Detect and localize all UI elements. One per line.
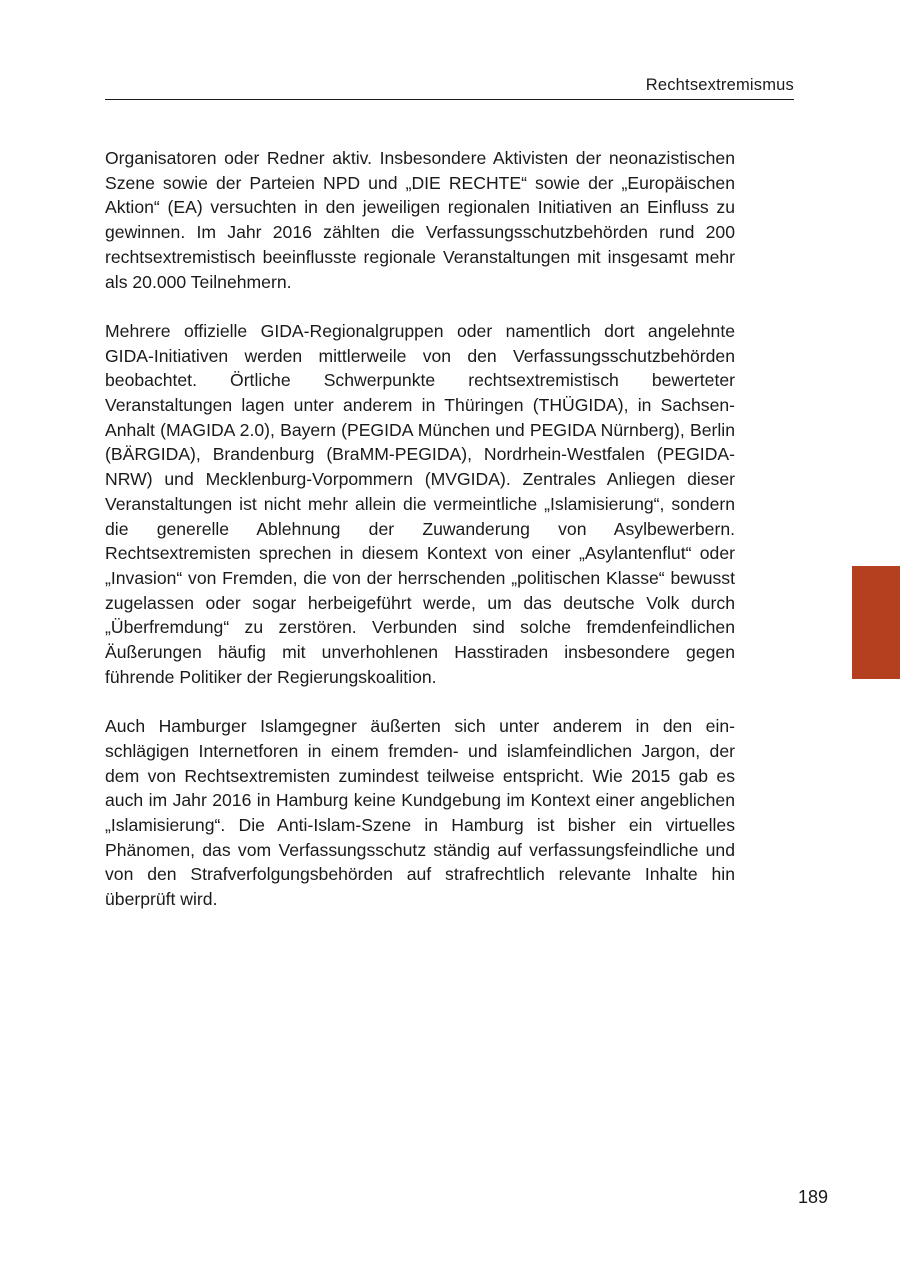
paragraph-3: Auch Hamburger Islamgegner äußerten sich unter anderem in den einschlägigen Internetforen in einem fremden- und islamfeindlichen Jargon, der dem von Rechtsextremisten zumindest teilweise entspricht. Wie 2015 gab es auch im Jahr 2016 in Hamburg keine Kundgebung im Kontext einer angeblichen „Islamisierung“. Die Anti-Islam-Szene in Hamburg ist bisher ein virtuelles Phänomen, das vom Verfassungsschutz ständig auf verfassungsfeindliche und von den Strafverfolgungsbehörden auf strafrechtlich relevante Inhalte hin überprüft wird. xyxy=(105,716,735,910)
paragraph-1: Organisatoren oder Redner aktiv. Insbesondere Aktivisten der neonazistischen Szene sowie der Parteien NPD und „DIE RECHTE“ sowie der „Europäischen Aktion“ (EA) versuchten in den jeweiligen regionalen Initiativen an Einfluss zu gewinnen. Im Jahr 2016 zählten die Verfassungsschutzbehörden rund 200 rechtsextremistisch beeinflusste regionale Veranstaltungen mit insgesamt mehr als 20.000 Teilnehmern. xyxy=(105,148,735,292)
running-header-title: Rechtsextremismus xyxy=(645,76,794,94)
chapter-side-tab xyxy=(852,566,900,679)
body-text xyxy=(105,146,735,936)
page-number: 189 xyxy=(797,1187,828,1207)
paragraph-2: Mehrere offizielle GIDA-Regionalgruppen oder namentlich dort angelehnte GIDA-Initiativen werden mittlerweile von den Verfassungsschutzbehörden beobachtet. Örtliche Schwerpunkte rechtsextremistisch bewerteter Veranstaltungen lagen unter anderem in Thüringen (THÜGIDA), in Sachsen-Anhalt (MAGIDA 2.0), Bayern (PEGIDA München und PEGIDA Nürnberg), Berlin (BÄRGIDA), Brandenburg (BraMM-PEGIDA), Nordrhein-Westfalen (PEGIDA-NRW) und Mecklenburg-Vorpommern (MVGIDA). Zentrales Anliegen dieser Veranstaltungen ist nicht mehr allein die vermeintliche „Islamisierung“, sondern die generelle Ablehnung der Zuwanderung von Asylbewerbern. Rechtsextremisten sprechen in diesem Kontext von einer „Asylantenflut“ oder „Invasion“ von Fremden, die von der herrschenden „politischen Klasse“ bewusst zugelassen oder sogar herbeigeführt werde, um das deutsche Volk durch „Überfremdung“ zu zerstören. Verbunden sind solche fremdenfeindlichen Äußerungen häufig mit unverhohlenen Hasstiraden insbesondere gegen führende Politiker der Regierungskoalition. xyxy=(105,320,735,687)
running-header xyxy=(105,74,794,100)
